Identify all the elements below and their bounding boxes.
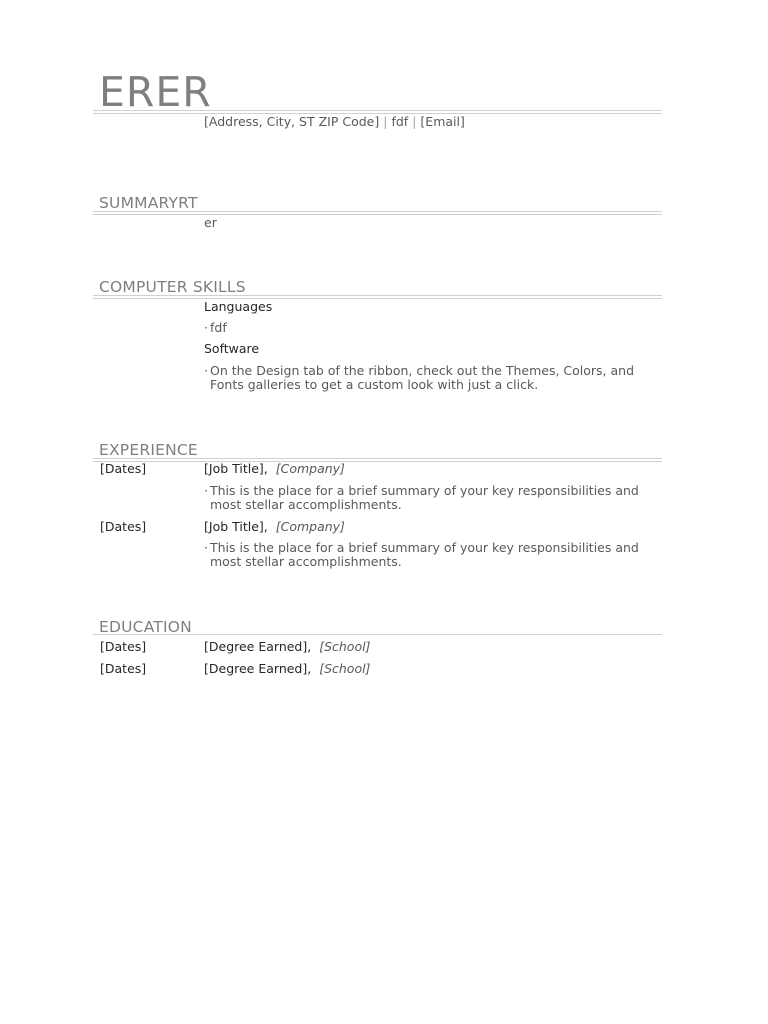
company: [Company] (275, 519, 345, 534)
experience-divider (93, 458, 662, 462)
education-line[interactable] (204, 661, 370, 676)
experience-heading[interactable]: EXPERIENCE (99, 441, 198, 459)
software-label[interactable]: Software (204, 341, 260, 356)
experience-dates[interactable]: [Dates] (100, 461, 147, 476)
experience-summary[interactable] (204, 541, 665, 569)
software-item[interactable] (204, 364, 665, 392)
resume-name[interactable]: ERER (99, 68, 212, 116)
job-title: [Job Title], (204, 519, 268, 534)
contact-separator: | (412, 114, 417, 129)
contact-line[interactable] (204, 114, 465, 130)
degree: [Degree Earned], (204, 639, 312, 654)
summary-text[interactable]: er (204, 215, 217, 230)
education-dates[interactable]: [Dates] (100, 661, 147, 676)
languages-item[interactable] (204, 321, 665, 335)
education-line[interactable] (204, 639, 370, 654)
bullet-icon: · (204, 540, 208, 555)
degree: [Degree Earned], (204, 661, 312, 676)
job-title: [Job Title], (204, 461, 268, 476)
experience-summary-text: This is the place for a brief summary of your key responsibilities and most stellar accomplishments. (210, 483, 639, 512)
contact-email[interactable]: [Email] (420, 114, 465, 129)
computer-skills-divider (93, 295, 662, 299)
summary-divider (93, 211, 662, 215)
experience-dates[interactable]: [Dates] (100, 519, 147, 534)
bullet-icon: · (204, 483, 208, 498)
education-dates[interactable]: [Dates] (100, 639, 147, 654)
contact-separator: | (383, 114, 388, 129)
education-heading[interactable]: EDUCATION (99, 618, 192, 636)
contact-address[interactable]: [Address, City, ST ZIP Code] (204, 114, 380, 129)
contact-phone[interactable]: fdf (391, 114, 409, 129)
bullet-icon: · (204, 363, 208, 378)
experience-title-line[interactable] (204, 519, 345, 534)
languages-label[interactable]: Languages (204, 299, 273, 314)
summary-heading[interactable]: SUMMARYRT (99, 194, 198, 212)
bullet-icon: · (204, 320, 208, 335)
software-item-text: On the Design tab of the ribbon, check out the Themes, Colors, and Fonts galleries to get a custom look with just a click. (210, 363, 635, 392)
experience-summary-text: This is the place for a brief summary of your key responsibilities and most stellar accomplishments. (210, 540, 639, 569)
school: [School] (319, 639, 371, 654)
experience-summary[interactable] (204, 484, 665, 512)
experience-title-line[interactable] (204, 461, 345, 476)
education-divider (93, 634, 662, 635)
computer-skills-heading[interactable]: COMPUTER SKILLS (99, 278, 246, 296)
languages-item-text: fdf (210, 320, 227, 335)
school: [School] (319, 661, 371, 676)
company: [Company] (275, 461, 345, 476)
